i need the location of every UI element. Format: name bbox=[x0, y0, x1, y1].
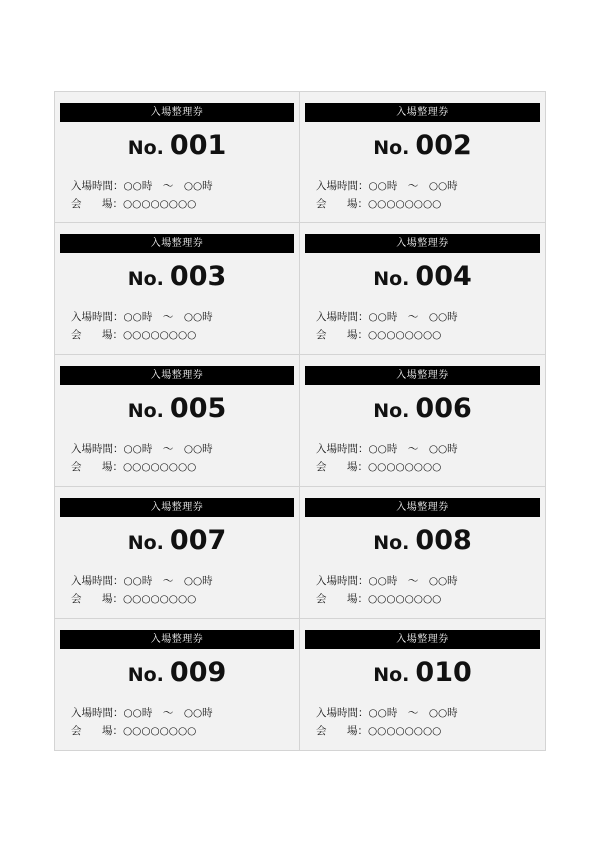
ticket-number-value: 010 bbox=[415, 657, 472, 688]
ticket-header: 入場整理券 bbox=[305, 234, 540, 253]
ticket-header: 入場整理券 bbox=[305, 103, 540, 122]
ticket-card bbox=[54, 91, 300, 223]
ticket-number-prefix: No. bbox=[373, 532, 410, 554]
ticket-number-value: 003 bbox=[169, 261, 227, 292]
venue-line bbox=[316, 591, 441, 606]
venue-label bbox=[316, 459, 368, 474]
ticket-number-value: 008 bbox=[415, 525, 472, 556]
ticket-card bbox=[300, 355, 546, 487]
ticket-number-prefix: No. bbox=[127, 664, 164, 686]
ticket-number-prefix: No. bbox=[373, 400, 410, 422]
ticket-card bbox=[54, 223, 300, 355]
venue-label-part: 会 bbox=[316, 725, 327, 737]
ticket-number-value: 002 bbox=[415, 130, 472, 161]
venue-label-part: 場： bbox=[347, 329, 368, 341]
entry-time-label: 入場時間： bbox=[71, 180, 124, 192]
entry-time-value: ○○時 ～ ○○時 bbox=[368, 311, 458, 323]
entry-time-value: ○○時 ～ ○○時 bbox=[123, 180, 213, 192]
entry-time-line bbox=[316, 573, 458, 588]
entry-time-label: 入場時間： bbox=[316, 443, 369, 455]
venue-label bbox=[71, 196, 123, 211]
entry-time-label: 入場時間： bbox=[71, 443, 124, 455]
ticket-number-value: 009 bbox=[169, 657, 227, 688]
entry-time-label: 入場時間： bbox=[316, 575, 369, 587]
ticket-number bbox=[55, 393, 299, 424]
venue-line bbox=[71, 459, 196, 474]
venue-label-part: 場： bbox=[102, 198, 123, 210]
entry-time-label: 入場時間： bbox=[71, 575, 124, 587]
venue-label-part: 場： bbox=[347, 198, 368, 210]
ticket-number-value: 001 bbox=[169, 130, 227, 161]
venue-line bbox=[316, 459, 441, 474]
entry-time-line bbox=[71, 178, 213, 193]
ticket-number bbox=[300, 393, 545, 424]
venue-label bbox=[316, 327, 368, 342]
venue-line bbox=[316, 327, 441, 342]
entry-time-value: ○○時 ～ ○○時 bbox=[123, 443, 213, 455]
venue-line bbox=[71, 196, 196, 211]
ticket-number bbox=[300, 261, 545, 292]
ticket-number-prefix: No. bbox=[127, 137, 164, 159]
entry-time-label: 入場時間： bbox=[71, 707, 124, 719]
entry-time-line bbox=[71, 573, 213, 588]
ticket-number bbox=[55, 525, 299, 556]
ticket-header: 入場整理券 bbox=[60, 366, 294, 385]
entry-time-line bbox=[316, 178, 458, 193]
ticket-number-value: 005 bbox=[169, 393, 227, 424]
entry-time-label: 入場時間： bbox=[316, 180, 369, 192]
ticket-card bbox=[300, 223, 546, 355]
venue-line bbox=[316, 723, 441, 738]
entry-time-value: ○○時 ～ ○○時 bbox=[368, 707, 458, 719]
ticket-number bbox=[300, 525, 545, 556]
venue-value: ○○○○○○○○ bbox=[368, 593, 442, 605]
ticket-number bbox=[55, 657, 299, 688]
venue-label bbox=[316, 591, 368, 606]
entry-time-line bbox=[71, 705, 213, 720]
ticket-header: 入場整理券 bbox=[305, 630, 540, 649]
ticket-header: 入場整理券 bbox=[60, 498, 294, 517]
venue-label-part: 場： bbox=[347, 461, 368, 473]
ticket-card bbox=[300, 487, 546, 619]
ticket-number-prefix: No. bbox=[127, 400, 164, 422]
entry-time-line bbox=[316, 309, 458, 324]
venue-label-part: 会 bbox=[316, 593, 327, 605]
venue-label bbox=[71, 591, 123, 606]
venue-line bbox=[71, 327, 196, 342]
entry-time-value: ○○時 ～ ○○時 bbox=[123, 575, 213, 587]
venue-label-part: 会 bbox=[316, 198, 327, 210]
ticket-card bbox=[300, 619, 546, 751]
ticket-header: 入場整理券 bbox=[305, 498, 540, 517]
venue-label-part: 場： bbox=[102, 725, 123, 737]
venue-value: ○○○○○○○○ bbox=[368, 329, 442, 341]
venue-line bbox=[71, 723, 196, 738]
venue-value: ○○○○○○○○ bbox=[123, 329, 197, 341]
ticket-number-prefix: No. bbox=[373, 268, 410, 290]
venue-label bbox=[316, 723, 368, 738]
venue-value: ○○○○○○○○ bbox=[123, 461, 197, 473]
venue-value: ○○○○○○○○ bbox=[123, 593, 197, 605]
venue-label-part: 場： bbox=[347, 725, 368, 737]
ticket-number-value: 007 bbox=[169, 525, 227, 556]
venue-label-part: 場： bbox=[102, 593, 123, 605]
venue-line bbox=[316, 196, 441, 211]
entry-time-label: 入場時間： bbox=[316, 311, 369, 323]
venue-label-part: 会 bbox=[316, 461, 327, 473]
ticket-number bbox=[55, 130, 299, 161]
venue-value: ○○○○○○○○ bbox=[123, 198, 197, 210]
entry-time-label: 入場時間： bbox=[316, 707, 369, 719]
venue-value: ○○○○○○○○ bbox=[368, 461, 442, 473]
entry-time-value: ○○時 ～ ○○時 bbox=[368, 180, 458, 192]
ticket-number bbox=[300, 130, 545, 161]
venue-label-part: 場： bbox=[347, 593, 368, 605]
ticket-header: 入場整理券 bbox=[60, 103, 294, 122]
entry-time-value: ○○時 ～ ○○時 bbox=[368, 575, 458, 587]
ticket-number-prefix: No. bbox=[373, 137, 410, 159]
ticket-card bbox=[54, 355, 300, 487]
venue-label-part: 会 bbox=[316, 329, 327, 341]
entry-time-label: 入場時間： bbox=[71, 311, 124, 323]
ticket-sheet bbox=[54, 91, 546, 751]
entry-time-line bbox=[71, 309, 213, 324]
ticket-number-prefix: No. bbox=[127, 532, 164, 554]
ticket-card bbox=[300, 91, 546, 223]
ticket-number-prefix: No. bbox=[127, 268, 164, 290]
venue-value: ○○○○○○○○ bbox=[368, 198, 442, 210]
venue-label-part: 会 bbox=[71, 198, 82, 210]
venue-label bbox=[71, 723, 123, 738]
entry-time-line bbox=[316, 705, 458, 720]
venue-label bbox=[71, 327, 123, 342]
ticket-header: 入場整理券 bbox=[60, 630, 294, 649]
ticket-number bbox=[55, 261, 299, 292]
entry-time-value: ○○時 ～ ○○時 bbox=[123, 311, 213, 323]
ticket-header: 入場整理券 bbox=[60, 234, 294, 253]
entry-time-value: ○○時 ～ ○○時 bbox=[123, 707, 213, 719]
ticket-header: 入場整理券 bbox=[305, 366, 540, 385]
entry-time-value: ○○時 ～ ○○時 bbox=[368, 443, 458, 455]
venue-value: ○○○○○○○○ bbox=[368, 725, 442, 737]
venue-label-part: 会 bbox=[71, 461, 82, 473]
venue-line bbox=[71, 591, 196, 606]
venue-label-part: 会 bbox=[71, 593, 82, 605]
ticket-number bbox=[300, 657, 545, 688]
venue-label-part: 会 bbox=[71, 725, 82, 737]
ticket-number-prefix: No. bbox=[373, 664, 410, 686]
venue-label-part: 会 bbox=[71, 329, 82, 341]
venue-label bbox=[316, 196, 368, 211]
ticket-number-value: 006 bbox=[415, 393, 472, 424]
venue-label-part: 場： bbox=[102, 329, 123, 341]
ticket-card bbox=[54, 487, 300, 619]
venue-label bbox=[71, 459, 123, 474]
entry-time-line bbox=[71, 441, 213, 456]
entry-time-line bbox=[316, 441, 458, 456]
ticket-number-value: 004 bbox=[415, 261, 472, 292]
ticket-card bbox=[54, 619, 300, 751]
venue-label-part: 場： bbox=[102, 461, 123, 473]
venue-value: ○○○○○○○○ bbox=[123, 725, 197, 737]
